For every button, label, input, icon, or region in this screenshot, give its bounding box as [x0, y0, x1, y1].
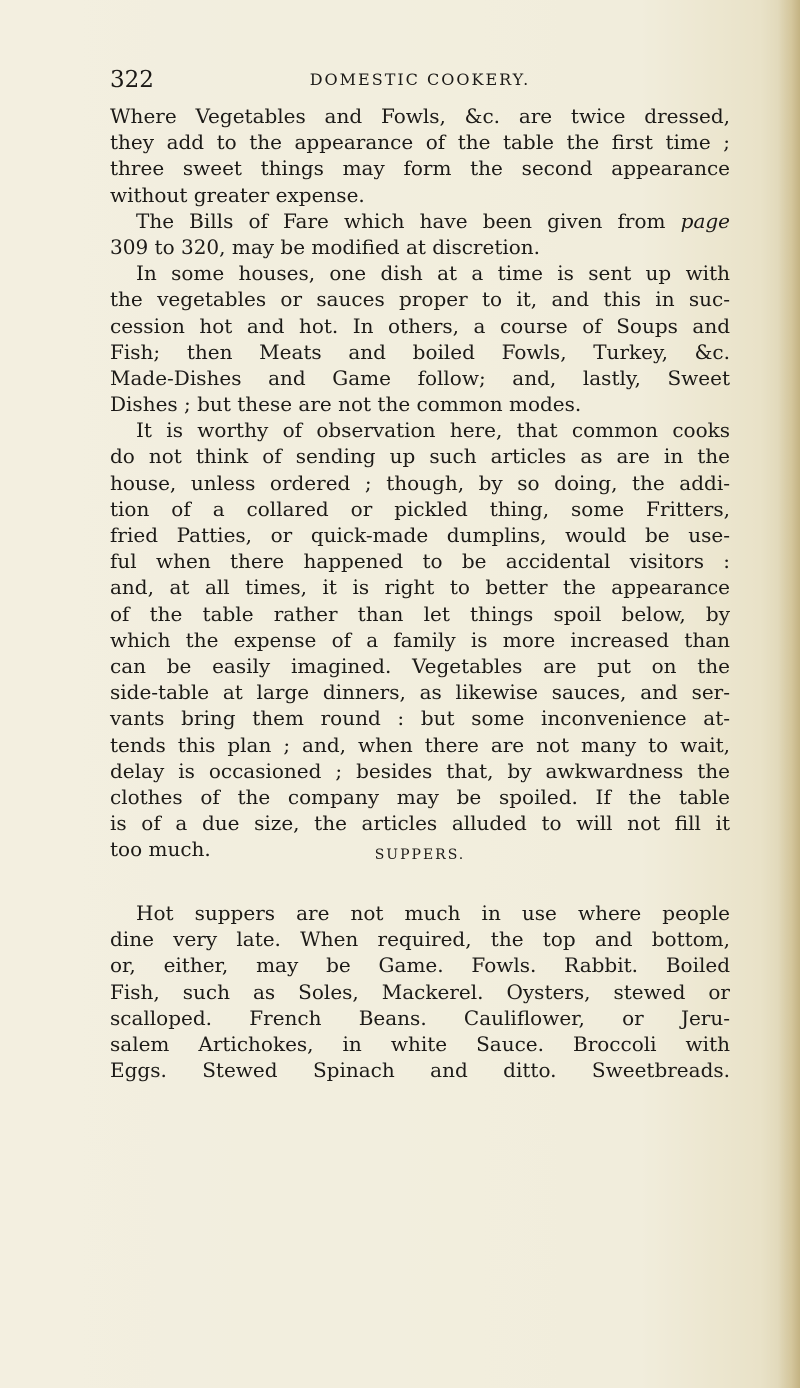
- text-line: Fish; then Meats and boiled Fowls, Turkey, &c.: [110, 339, 730, 364]
- text-line: can be easily imagined. Vegetables are put on the: [110, 653, 730, 678]
- text-line: tion of a collared or pickled thing, some Fritters,: [110, 496, 730, 521]
- text-line: ful when there happened to be accidental visitors :: [110, 549, 730, 574]
- text-line: vants bring them round : but some inconvenience at-: [110, 706, 730, 731]
- text-line: In some houses, one dish at a time is sent up with: [136, 261, 730, 286]
- text-line: which the expense of a family is more increased than: [110, 627, 730, 652]
- text-line: Hot suppers are not much in use where people: [136, 901, 730, 925]
- text-line: 309 to 320, may be modified at discretion.: [110, 234, 541, 259]
- text-line: clothes of the company may be spoiled. If the table: [110, 784, 730, 809]
- text-line: and, at all times, it is right to better the appearance: [110, 575, 730, 600]
- text-line: scalloped. French Beans. Cauliflower, or Jeru-: [110, 1005, 730, 1030]
- suppers-text: [110, 900, 730, 1083]
- text-line: side-table at large dinners, as likewise sauces, and ser-: [110, 680, 730, 705]
- text-line: It is worthy of observation here, that common cooks: [136, 418, 730, 443]
- text-line: Fish, such as Soles, Mackerel. Oysters, stewed or: [110, 979, 730, 1004]
- page-edge-shadow: [778, 0, 800, 1388]
- text-line: they add to the appearance of the table the first time ;: [110, 130, 730, 155]
- text-line: salem Artichokes, in white Sauce. Broccoli with: [110, 1031, 730, 1056]
- text-line: is of a due size, the articles alluded to will not fill it: [110, 811, 730, 836]
- text-line: do not think of sending up such articles as are in the: [110, 444, 730, 469]
- text-line: Where Vegetables and Fowls, &c. are twice dressed,: [110, 104, 730, 128]
- text-line: dine very late. When required, the top and bottom,: [110, 927, 730, 952]
- text-line-with-italic: [110, 208, 730, 234]
- text-line: fried Patties, or quick-made dumplins, would be use-: [110, 523, 730, 547]
- text-line: three sweet things may form the second appearance: [110, 156, 730, 181]
- text-line: house, unless ordered ; though, by so doing, the addi-: [110, 470, 730, 495]
- section-heading: SUPPERS.: [374, 847, 466, 863]
- page-number: 322: [110, 67, 154, 93]
- text-line: Dishes ; but these are not the common modes.: [110, 392, 582, 417]
- text-line: of the table rather than let things spoil below, by: [110, 601, 730, 626]
- main-text: [110, 103, 730, 862]
- text-line: tends this plan ; and, when there are not many to wait,: [110, 732, 730, 757]
- running-head: DOMESTIC COOKERY.: [309, 70, 531, 89]
- text-line: without greater expense.: [110, 182, 365, 207]
- text-line: or, either, may be Game. Fowls. Rabbit. Boiled: [110, 953, 730, 978]
- text-line: too much.: [110, 837, 211, 862]
- italic-word: page: [680, 208, 731, 233]
- page-header: [110, 64, 730, 96]
- text-line: cession hot and hot. In others, a course of Soups and: [110, 313, 730, 338]
- text-fragment: The Bills of Fare which have been given from: [136, 208, 666, 233]
- text-line: Made-Dishes and Game follow; and, lastly, Sweet: [110, 365, 730, 390]
- text-line: delay is occasioned ; besides that, by awkwardness the: [110, 758, 730, 783]
- text-line: the vegetables or sauces proper to it, and this in suc-: [110, 287, 730, 312]
- text-line: Eggs. Stewed Spinach and ditto. Sweetbreads.: [110, 1058, 730, 1083]
